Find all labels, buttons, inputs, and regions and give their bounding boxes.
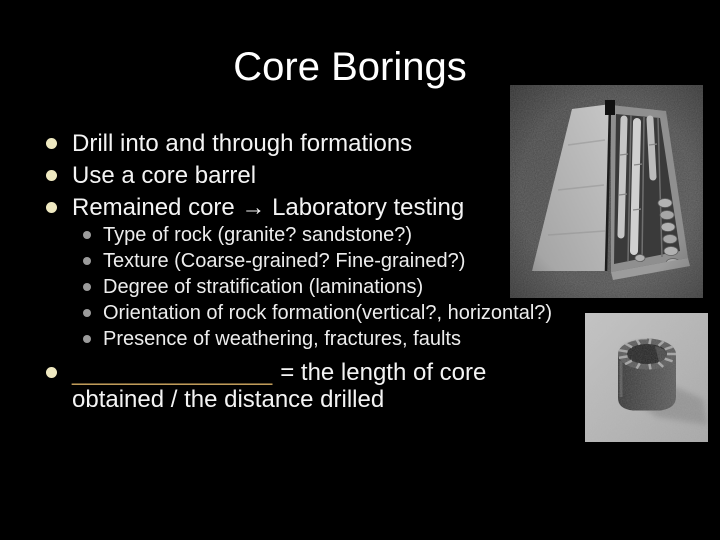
- bullet-item-formula: [46, 359, 486, 387]
- core-box-illustration: [510, 85, 703, 298]
- bullet-item: [46, 162, 256, 190]
- sub-bullet-text: Degree of stratification (laminations): [103, 276, 424, 298]
- sub-bullet-dot: [83, 335, 91, 343]
- sub-bullet-item: [83, 300, 552, 326]
- core-box-photo: [510, 85, 703, 298]
- bullet-item: [46, 194, 464, 222]
- sub-bullet-text: Orientation of rock formation(vertical?, horizontal?): [103, 302, 553, 324]
- bullet-dot: [46, 138, 57, 149]
- sub-bullet-item: [83, 248, 465, 274]
- bullet-dot: [46, 202, 57, 213]
- sub-bullet-item: [83, 326, 461, 352]
- bullet-dot: [46, 367, 57, 378]
- bullet-text: Drill into and through formations: [72, 130, 413, 157]
- sub-bullet-item: [83, 274, 423, 300]
- sub-bullet-text: Type of rock (granite? sandstone?): [103, 224, 413, 246]
- sub-bullet-dot: [83, 257, 91, 265]
- slide-title: Core Borings: [233, 45, 467, 89]
- sub-bullet-text: Texture (Coarse-grained? Fine-grained?): [103, 250, 466, 272]
- formula-text: = the length of core: [280, 359, 487, 386]
- sub-bullet-item: [83, 222, 412, 248]
- sub-bullet-text: Presence of weathering, fractures, faults: [103, 328, 461, 350]
- blank-underline: _______________: [72, 359, 273, 386]
- sub-bullet-dot: [83, 231, 91, 239]
- formula-line1: [46, 359, 486, 387]
- sub-bullet-dot: [83, 309, 91, 317]
- formula-line2: obtained / the distance drilled: [72, 386, 385, 413]
- core-bit-photo: [585, 313, 708, 442]
- sub-bullet-dot: [83, 283, 91, 291]
- bullet-text: Use a core barrel: [72, 162, 257, 189]
- bullet-dot: [46, 170, 57, 181]
- bullet-text: Remained core → Laboratory testing: [72, 194, 465, 221]
- core-bit-illustration: [585, 313, 708, 442]
- bullet-item: [46, 130, 412, 158]
